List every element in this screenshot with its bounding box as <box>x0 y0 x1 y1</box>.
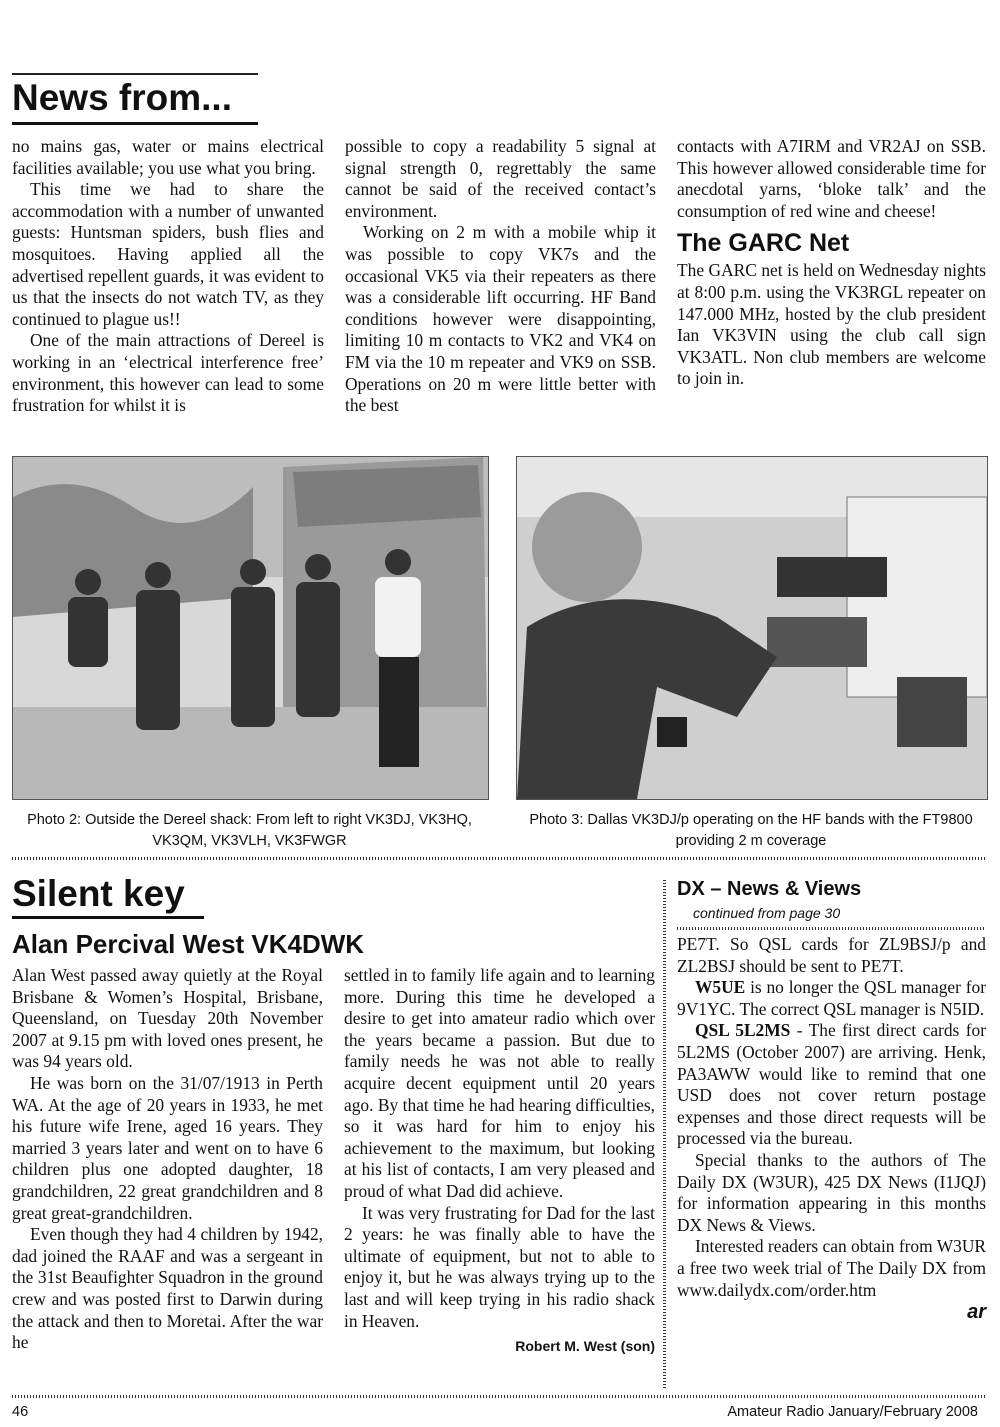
end-mark: ar <box>967 1301 986 1324</box>
paragraph: contacts with A7IRM and VR2AJ on SSB. This however allowed considerable time for anecdotal yarns, ‘bloke talk’ and the consumption of red wine and cheese! <box>677 136 986 221</box>
news-column-3 <box>677 136 986 390</box>
paragraph: no mains gas, water or mains electrical facilities available; you use what you bring. <box>12 136 324 178</box>
paragraph: Interested readers can obtain from W3UR a free two week trial of The Daily DX from www.dailydx.com/order.htm <box>677 1236 986 1300</box>
dx-news-column <box>677 878 986 1324</box>
group-photo-image <box>13 457 488 799</box>
silent-key-column-2 <box>344 965 655 1358</box>
paragraph: Special thanks to the authors of The Daily DX (W3UR), 425 DX News (I1JQJ) for information appearing in this months DX News & Views. <box>677 1149 986 1235</box>
paragraph <box>677 977 986 1020</box>
dx-section-title: DX – News & Views <box>677 878 862 900</box>
paragraph: PE7T. So QSL cards for ZL9BSJ/p and ZL2BSJ should be sent to PE7T. <box>677 934 986 976</box>
paragraph <box>677 1020 986 1150</box>
paragraph: Alan West passed away quietly at the Royal Brisbane & Women’s Hospital, Brisbane, Queensland, on Tuesday 20th November 2007 at 9.15 pm with loved ones present, he was 94 years old. <box>12 965 323 1072</box>
obituary-subtitle: Alan Percival West VK4DWK <box>12 929 365 959</box>
column-separator <box>663 880 666 1390</box>
callsign-5l2ms: QSL 5L2MS <box>695 1020 791 1041</box>
page-number: 46 <box>12 1404 29 1420</box>
photo2-caption: Photo 2: Outside the Dereel shack: From left to right VK3DJ, VK3HQ, VK3QM, VK3VLH, VK3FWGR <box>27 812 472 849</box>
paragraph-text: is no longer the QSL manager for 9V1YC. The correct QSL manager is N5ID. <box>677 977 986 1019</box>
callsign-w5ue: W5UE <box>695 977 746 998</box>
photo3-caption: Photo 3: Dallas VK3DJ/p operating on the HF bands with the FT9800 providing 2 m coverage <box>529 812 973 849</box>
paragraph: The GARC net is held on Wednesday nights at 8:00 p.m. using the VK3RGL repeater on 147.000 MHz, hosted by the club president Ian VK3VIN using the club call sign VK3ATL. Non club members are welcome to join in. <box>677 260 986 389</box>
section-title-news: News from... <box>12 76 258 125</box>
paragraph-text: - The first direct cards for 5L2MS (October 2007) are arriving. Henk, PA3AWW would like to remind that one USD does not cover return postage expenses and those direct requests will be processed via the bureau. <box>677 1020 986 1149</box>
section-title-silent-key: Silent key <box>12 872 204 919</box>
paragraph: Even though they had 4 children by 1942, dad joined the RAAF and was a sergeant in the 31st Beaufighter Squadron in the ground crew and was posted first to Darwin during the attack and then to Moretai. After the war he <box>12 1224 323 1353</box>
continued-note: continued from page 30 <box>693 905 841 921</box>
paragraph: Working on 2 m with a mobile whip it was possible to copy VK7s and the occasional VK5 via their repeaters as there was a considerable lift occurring. HF Band conditions however were disappointing, limiting 10 m contacts to VK2 and VK4 on FM via the 10 m repeater and VK9 on SSB. Operations on 20 m were little better with the best <box>345 222 656 416</box>
photo-operating-hf <box>516 456 988 800</box>
section-divider <box>12 857 986 860</box>
paragraph: He was born on the 31/07/1913 in Perth WA. At the age of 20 years in 1933, he met his future wife Irene, aged 16 years. They married 3 years later and went on to have 6 children plus one adopted daughter, 18 grandchildren, 22 great grandchildren and 8 great great-grandchildren. <box>12 1072 323 1223</box>
dx-rule <box>677 927 986 930</box>
garc-heading: The GARC Net <box>677 229 850 258</box>
photo-dereel-shack <box>12 456 489 800</box>
operator-photo-image <box>517 457 987 799</box>
silent-key-column-1 <box>12 965 323 1354</box>
paragraph: One of the main attractions of Dereel is working in an ‘electrical interference free’ environment, this however can lead to some frustration for whilst it is <box>12 330 324 416</box>
paragraph: This time we had to share the accommodation with a number of unwanted guests: Huntsman spiders, bush flies and mosquitoes. Having applied all the advertised repellent guards, it was evident to us that the insects do not watch TV, as they continued to plague us!! <box>12 179 324 329</box>
paragraph: It was very frustrating for Dad for the last 2 years: he was finally able to have the ultimate of equipment, but not to able to enjoy it, but he was always trying up to the last and will keep trying in his radio shack in Heaven. <box>344 1202 655 1331</box>
news-column-2 <box>345 136 656 417</box>
top-rule <box>12 73 258 75</box>
publication-footer: Amateur Radio January/February 2008 <box>727 1404 978 1420</box>
news-column-1 <box>12 136 324 417</box>
paragraph: possible to copy a readability 5 signal at signal strength 0, regrettably the same cannot be said of the received contact’s environment. <box>345 136 656 221</box>
paragraph: settled in to family life again and to learning more. During this time he developed a desire to get into amateur radio which over the years became a passion. But due to family needs he was not able to really acquire decent equipment until 20 years ago. By that time he had hearing difficulties, so it was hard for him to enjoy his achievement to the maximum, but looking at his list of contacts, I am very pleased and proud of what Dad did achieve. <box>344 965 655 1201</box>
footer-rule <box>12 1395 986 1398</box>
signature: Robert M. West (son) <box>515 1338 655 1355</box>
